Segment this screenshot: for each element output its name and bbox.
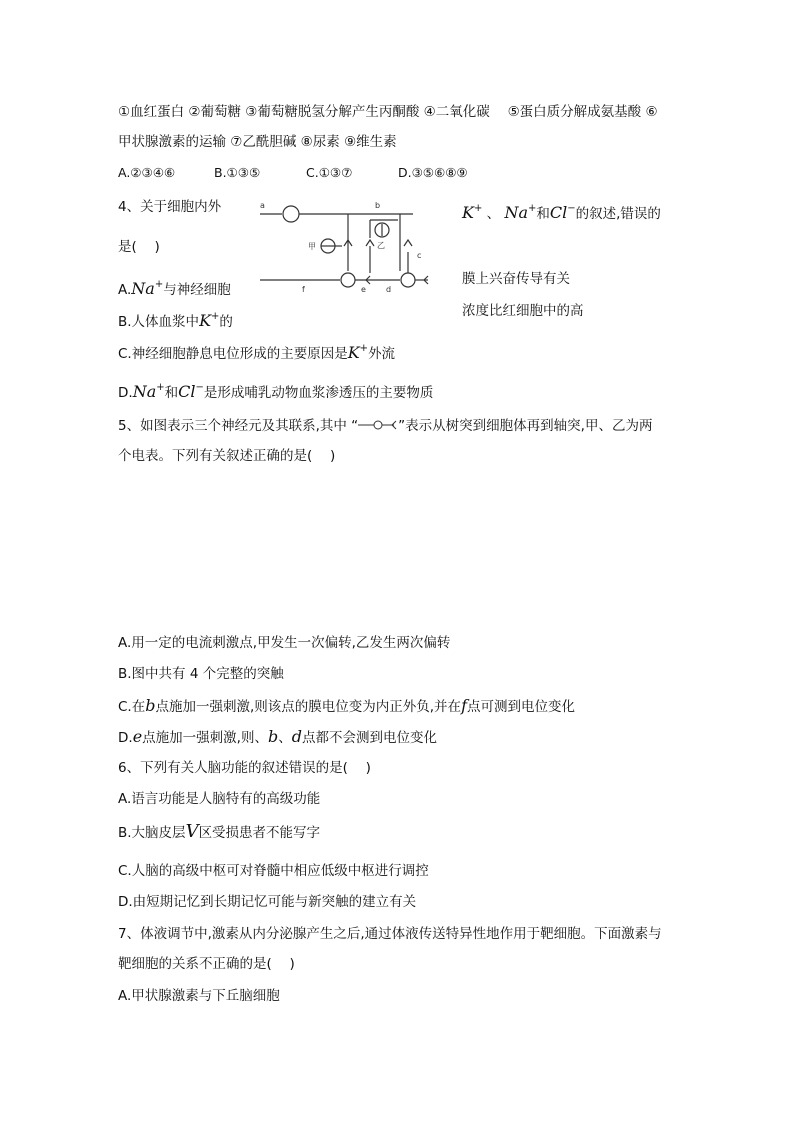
q4-option-a-prefix: A. [118,282,132,298]
q4-option-b-text: B.人体血浆中 [118,314,200,330]
label-a: a [260,201,265,210]
superscript-plus: + [156,382,165,393]
q5-option-d-sep: 、 [278,730,292,746]
q5-option-d [118,728,437,747]
q5-stem-b: ”表示从树突到细胞体再到轴突,甲、乙为两 [398,418,653,434]
point-b: b [145,696,156,715]
q5-option-c [118,697,575,716]
q4-option-d [118,379,433,402]
neuron-symbol-icon [358,419,398,431]
q5-stem-line2: 个电表。下列有关叙述正确的是( ) [118,448,336,464]
q5-option-c-text: 点施加一强刺激,则该点的膜电位变为内正外负,并在 [155,699,462,715]
q5-option-d-text: 点施加一强刺激,则、 [142,730,268,746]
q4-sep: 、 [486,206,501,222]
q6-option-a: A.语言功能是人脑特有的高级功能 [118,791,321,807]
q3-option-b: B.①③⑤ [214,165,261,180]
q4-option-b-mid: 的 [219,314,233,330]
q4-stem-tail: 的叙述,错误的 [575,206,661,222]
q7-option-a: A.甲状腺激素与下丘脑细胞 [118,988,280,1004]
ion-na: Na [504,203,528,222]
q3-options [118,164,468,182]
q4-option-d-and: 和 [164,385,179,401]
q6-option-d: D.由短期记忆到长期记忆可能与新突触的建立有关 [118,894,417,910]
ion-cl: Cl [549,203,568,222]
q7-stem-line1: 7、体液调节中,激素从内分泌腺产生之后,通过体液传送特异性地作用于靶细胞。下面激素与 [118,926,662,942]
q5-stem-line1 [118,417,652,435]
q5-option-d-tail: 点都不会测到电位变化 [301,730,437,746]
ion-k: K [462,203,474,222]
label-jia: 甲 [308,242,316,251]
superscript-minus: − [195,382,204,393]
ion-k: K [199,311,212,330]
superscript-plus: + [359,343,369,354]
q5-option-b: B.图中共有 4 个完整的突触 [118,666,284,682]
q3-option-c: C.①③⑦ [306,165,353,180]
ion-na: Na [131,279,155,298]
q3-items-line2: 甲状腺激素的运输 ⑦乙酰胆碱 ⑧尿素 ⑨维生素 [118,134,397,150]
q6-option-c: C.人脑的高级中枢可对脊髓中相应低级中枢进行调控 [118,863,429,879]
superscript-plus: + [211,311,220,322]
superscript-plus: + [527,203,537,214]
q6-option-b-text: 区受损患者不能写字 [198,825,321,841]
q4-option-b-left [118,308,233,331]
label-d: d [386,285,392,294]
point-d: d [291,727,302,746]
q7-stem-line2: 靶细胞的关系不正确的是( ) [118,956,295,972]
ion-k: K [347,343,360,362]
q4-option-c-tail: 外流 [368,346,396,362]
point-f: f [461,696,467,715]
q4-stem-left: 4、关于细胞内外 [118,199,222,215]
q5-option-c-prefix: C.在 [118,699,146,715]
q4-option-c [118,340,395,363]
superscript-minus: − [567,203,576,214]
point-b: b [267,727,279,746]
q6-stem: 6、下列有关人脑功能的叙述错误的是( ) [118,760,371,776]
q4-option-b-right: 浓度比红细胞中的高 [462,303,584,319]
q6-option-b-prefix: B.大脑皮层 [118,825,186,841]
label-e: e [361,285,366,294]
ion-na: Na [132,382,157,401]
q5-option-c-tail: 点可测到电位变化 [466,699,575,715]
label-f: f [302,285,305,294]
q4-stem-right [462,200,661,223]
q4-option-a-right: 膜上兴奋传导有关 [462,271,570,287]
area-v: V [185,821,199,842]
q5-stem-a: 5、如图表示三个神经元及其联系,其中 “ [118,418,359,434]
label-c: c [417,251,422,260]
q5-option-a: A.用一定的电流刺激点,甲发生一次偏转,乙发生两次偏转 [118,635,451,651]
ion-cl: Cl [178,382,196,401]
q3-items-line1: ①血红蛋白 ②葡萄糖 ③葡萄糖脱氢分解产生丙酮酸 ④二氧化碳 ⑤蛋白质分解成氨基酸 ⑥ [118,104,658,120]
q3-option-d: D.③⑤⑥⑧⑨ [398,165,468,180]
superscript-plus: + [473,203,483,214]
q4-stem-line2: 是( ) [118,239,160,255]
neuron-circuit-diagram [258,196,438,296]
q4-and: 和 [536,206,550,222]
q4-option-a-left [118,276,231,299]
label-yi: 乙 [377,241,385,250]
q4-option-d-prefix: D. [118,385,133,401]
q5-option-d-prefix: D. [118,730,133,746]
superscript-plus: + [154,279,164,290]
q6-option-b [118,823,320,842]
q4-option-a-text: 与神经细胞 [163,282,231,298]
point-e: e [132,727,143,746]
label-b: b [375,201,381,210]
q4-option-c-text: C.神经细胞静息电位形成的主要原因是 [118,346,348,362]
q3-option-a: A.②③④⑥ [118,165,176,180]
q4-option-d-text: 是形成哺乳动物血浆渗透压的主要物质 [203,385,434,401]
